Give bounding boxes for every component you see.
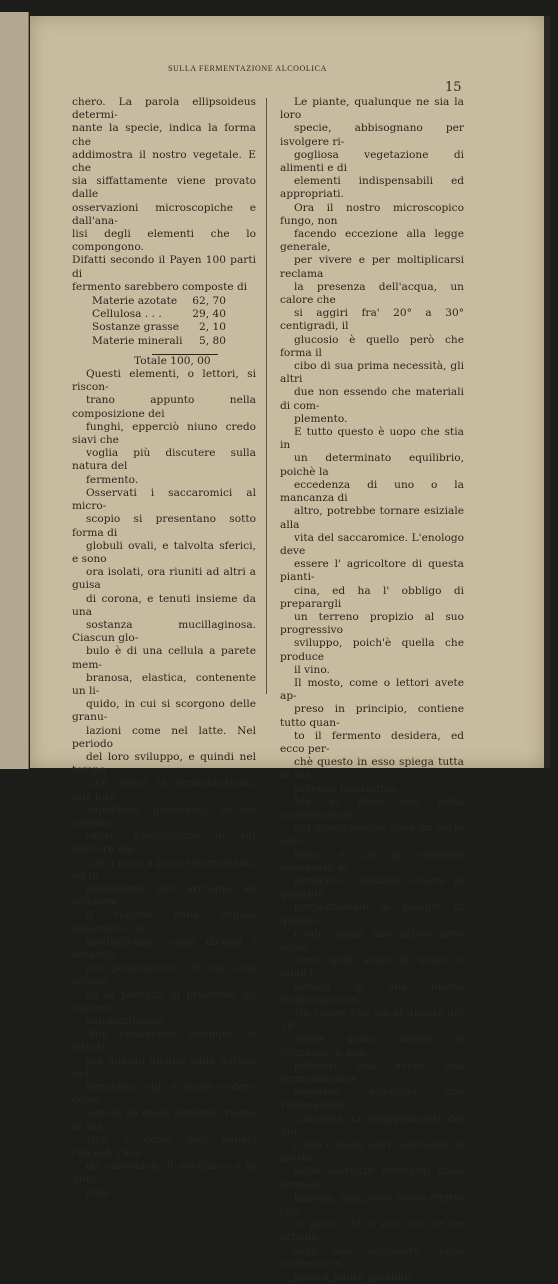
text-line: trano appunto nella composizione dei [72, 394, 256, 420]
text-line: gogliosa vegetazione di alimenti e di [280, 148, 464, 175]
text-line: funghi, epperciò niuno credo siavi che [72, 420, 256, 447]
text-line: Difatti secondo il Payen 100 parti di [72, 254, 256, 280]
text-line: vita, e come mai generi l'alcool, l'aci- [72, 1133, 256, 1160]
right-column [280, 96, 464, 1284]
text-line: lazioni come nel latte. Nel periodo [72, 724, 256, 750]
text-line: Ora il nostro microscopico fungo, non [280, 201, 464, 227]
text-line: estraordinario. [86, 1015, 167, 1028]
left-column [72, 96, 256, 1200]
text-line: scopio si presentano sotto forma di [72, 513, 256, 539]
table-row [92, 335, 226, 348]
text-line: si aggiri fra' 20° a 30° centigradi, il [280, 307, 464, 333]
paragraph [72, 368, 256, 487]
text-line: nemici di una buona fermentazione. [280, 980, 464, 1006]
text-line: tazione, non potrà avere effetto che [280, 1191, 464, 1218]
text-line: globuli ovali, e talvolta sferici, e sono [72, 539, 256, 565]
component-value: 29, 40 [192, 308, 226, 321]
text-line: branosa, elastica, contenente un li- [72, 671, 256, 697]
text-line: un terreno propizio al suo progressivo [280, 610, 464, 637]
text-line: sostanza mucillaginosa. Ciascun glo- [72, 618, 256, 645]
previous-page-edge [0, 12, 29, 769]
text-line: plemento. [294, 412, 348, 425]
table-total: Totale 100, 00 [134, 354, 211, 367]
text-line: potrassi mai avere una fermentazione [280, 1059, 464, 1086]
text-line: glucosio è quello però che forma il [280, 333, 464, 359]
text-line: ora isolati, ora riuniti ad altri a guisa [72, 566, 256, 592]
text-line: cosio e degli altri costituenti il mosto [280, 1139, 464, 1165]
text-line: voglia più discutere sulla natura del [72, 447, 256, 473]
text-line: preso in principio, contiene tutto quan- [280, 703, 464, 729]
text-line: ha la potenza di produrne un numero [72, 988, 256, 1014]
text-line: nante la specie, indica la forma che [72, 122, 256, 148]
text-line: un determinato equilibrio, poichè la [280, 452, 464, 478]
text-line: nelle sostanze derivanti dalla fermen- [280, 1165, 464, 1191]
text-line: scere quali siano gli amici, e quali i [280, 954, 464, 980]
text-line: di corona, e tenuti insieme da una [72, 592, 256, 618]
text-line: Ma io dissi che nella composizione [280, 795, 464, 821]
text-line: potenza produttiva. [294, 782, 400, 795]
text-line: regolare, epperciò una vinificazione [280, 1086, 464, 1112]
text-line: del loro sviluppo, e quindi nel tempo [72, 750, 256, 777]
text-line: sviluppo, poich'è quella che produce [280, 637, 464, 663]
text-line: sia siffattamente viene provato dalle [72, 175, 256, 201]
table-row [92, 295, 226, 308]
text-line: ranze, piccolissime in sul nascere ma [72, 830, 256, 856]
component-name: Sostanze grasse [92, 321, 179, 334]
text-line: due non essendo che materiali di com- [280, 386, 464, 412]
page-edge-shadow [544, 16, 550, 768]
text-line: quido, in cui si scorgono delle granu- [72, 698, 256, 724]
text-line: altro, potrebbe tornare esiziale alla [280, 505, 464, 531]
text-line: do carbonico, il succinico e la glice- [72, 1160, 256, 1186]
text-line: che a poco a poco s'ingrossano, ed in [72, 856, 256, 882]
text-line: eccedenza di uno o la mancanza di [280, 478, 464, 505]
component-value: 5, 80 [199, 334, 226, 347]
table-row [92, 308, 226, 321]
paragraph [280, 96, 464, 426]
text-line: Questi elementi, o lettori, si riscon- [72, 368, 256, 394]
text-line: Un calore che sia al disotto del 16° [280, 1007, 464, 1033]
text-line: fermento. [86, 473, 139, 486]
text-line: il vino. [294, 663, 330, 676]
table-row [92, 321, 226, 334]
text-line: chero. La parola ellipsoideus determi- [72, 96, 256, 122]
text-line: Le piante, qualunque ne sia la loro [280, 96, 464, 122]
text-line: fermento sarebbero composte di [72, 280, 248, 293]
component-name: Materie minerali [92, 334, 183, 347]
text-line: più dubbio alcuno sulla natura del [72, 1054, 256, 1080]
paragraph [280, 1007, 464, 1284]
paragraph [72, 1028, 256, 1200]
text-line: Osservati i saccaromici al micro- [72, 486, 256, 513]
text-line: in parte, ed il vino che se ne ottiene [280, 1218, 464, 1244]
text-line: facendo eccezione alla legge generale, [280, 228, 464, 254]
text-line: del mosto regnar deve un certo equi- [280, 822, 464, 848]
text-line: il volume della cellula generante. Si [72, 909, 256, 935]
text-line: moltiplicano, come dicono i botanici, [72, 935, 256, 961]
text-line: lisi degli elementi che lo compongono. [72, 228, 256, 254]
text-line: vita del saccaromice. L'enologo deve [280, 531, 464, 557]
page-number: 15 [445, 80, 462, 95]
text-line: specie, abbisognano per isvolgere ri- [280, 122, 464, 148]
text-line: bulo è di una cellula a parete mem- [72, 645, 256, 671]
text-line: la presenza dell'acqua, un calore che [280, 280, 464, 307]
text-line: fermento, egli è facile vedere come [72, 1081, 256, 1107]
text-line: fermento, debbano essere in quantità [280, 874, 464, 901]
paragraph [72, 487, 256, 1028]
text-line: osservazioni microscopiche e dall'ana- [72, 201, 256, 227]
component-value: 2, 10 [199, 321, 226, 334]
column-divider [266, 98, 267, 694]
text-line: cibo di sua prima necessità, gli altri [280, 360, 464, 386]
text-line: ch'è attiva la fermentazione, alla loro [72, 777, 256, 803]
text-line: completa. Lo sdoppiamento del glu- [280, 1112, 464, 1138]
text-line: superficie generansi alcune protube- [72, 803, 256, 829]
text-line: chè questo in esso spiega tutta la sua [280, 756, 464, 782]
paragraph [280, 796, 464, 1007]
text-line: pochissime ore arrivano ad ottenere [72, 882, 256, 909]
text-line: addimostra il nostro vegetale. E che [72, 148, 256, 175]
component-value: 62, 70 [192, 295, 226, 308]
paragraph [72, 96, 256, 294]
text-line: sarà mal composto, poco serbevole e [280, 1244, 464, 1270]
text-line: to il fermento desidera, ed ecco per- [280, 729, 464, 755]
text-line: elementi indispensabili ed appropriati. [280, 175, 464, 201]
running-title: SULLA FERMENTAZIONE ALCOOLICA [168, 64, 327, 73]
text-line: poco o punto potabile. [294, 1271, 414, 1284]
composition-table [92, 295, 256, 348]
text-line: Non rimanendo adunque, o lettori, [72, 1028, 256, 1054]
text-line: per vivere e per moltiplicarsi reclama [280, 254, 464, 280]
component-name: Cellulosa . . . [92, 308, 162, 321]
text-line: cina, ed ha l' obbligo di preparargli [280, 584, 464, 610]
text-line: librio, e che gli elementi necessarii al [280, 848, 464, 874]
text-line: per gemmazione, ed una sola cellula [72, 962, 256, 988]
paragraph [280, 426, 464, 677]
text-line: E tutto questo è uopo che stia in [280, 426, 464, 452]
text-line: rina. [86, 1186, 111, 1199]
text-line: vegeti, da quali alimenti tragga la sua [72, 1107, 256, 1133]
paragraph [280, 677, 464, 796]
component-name: Materie azotate [92, 295, 178, 308]
text-line: proporzionale ai bisogni di questo; [280, 901, 464, 927]
text-line: Il mosto, come o lettori avete ap- [280, 676, 464, 703]
text-line: credo quindi mio debito farvi cono- [280, 927, 464, 953]
text-line: essere l' agricoltore di questa pianti- [280, 558, 464, 584]
text-line: rende quasi inattivo il fermento, e non [280, 1033, 464, 1059]
